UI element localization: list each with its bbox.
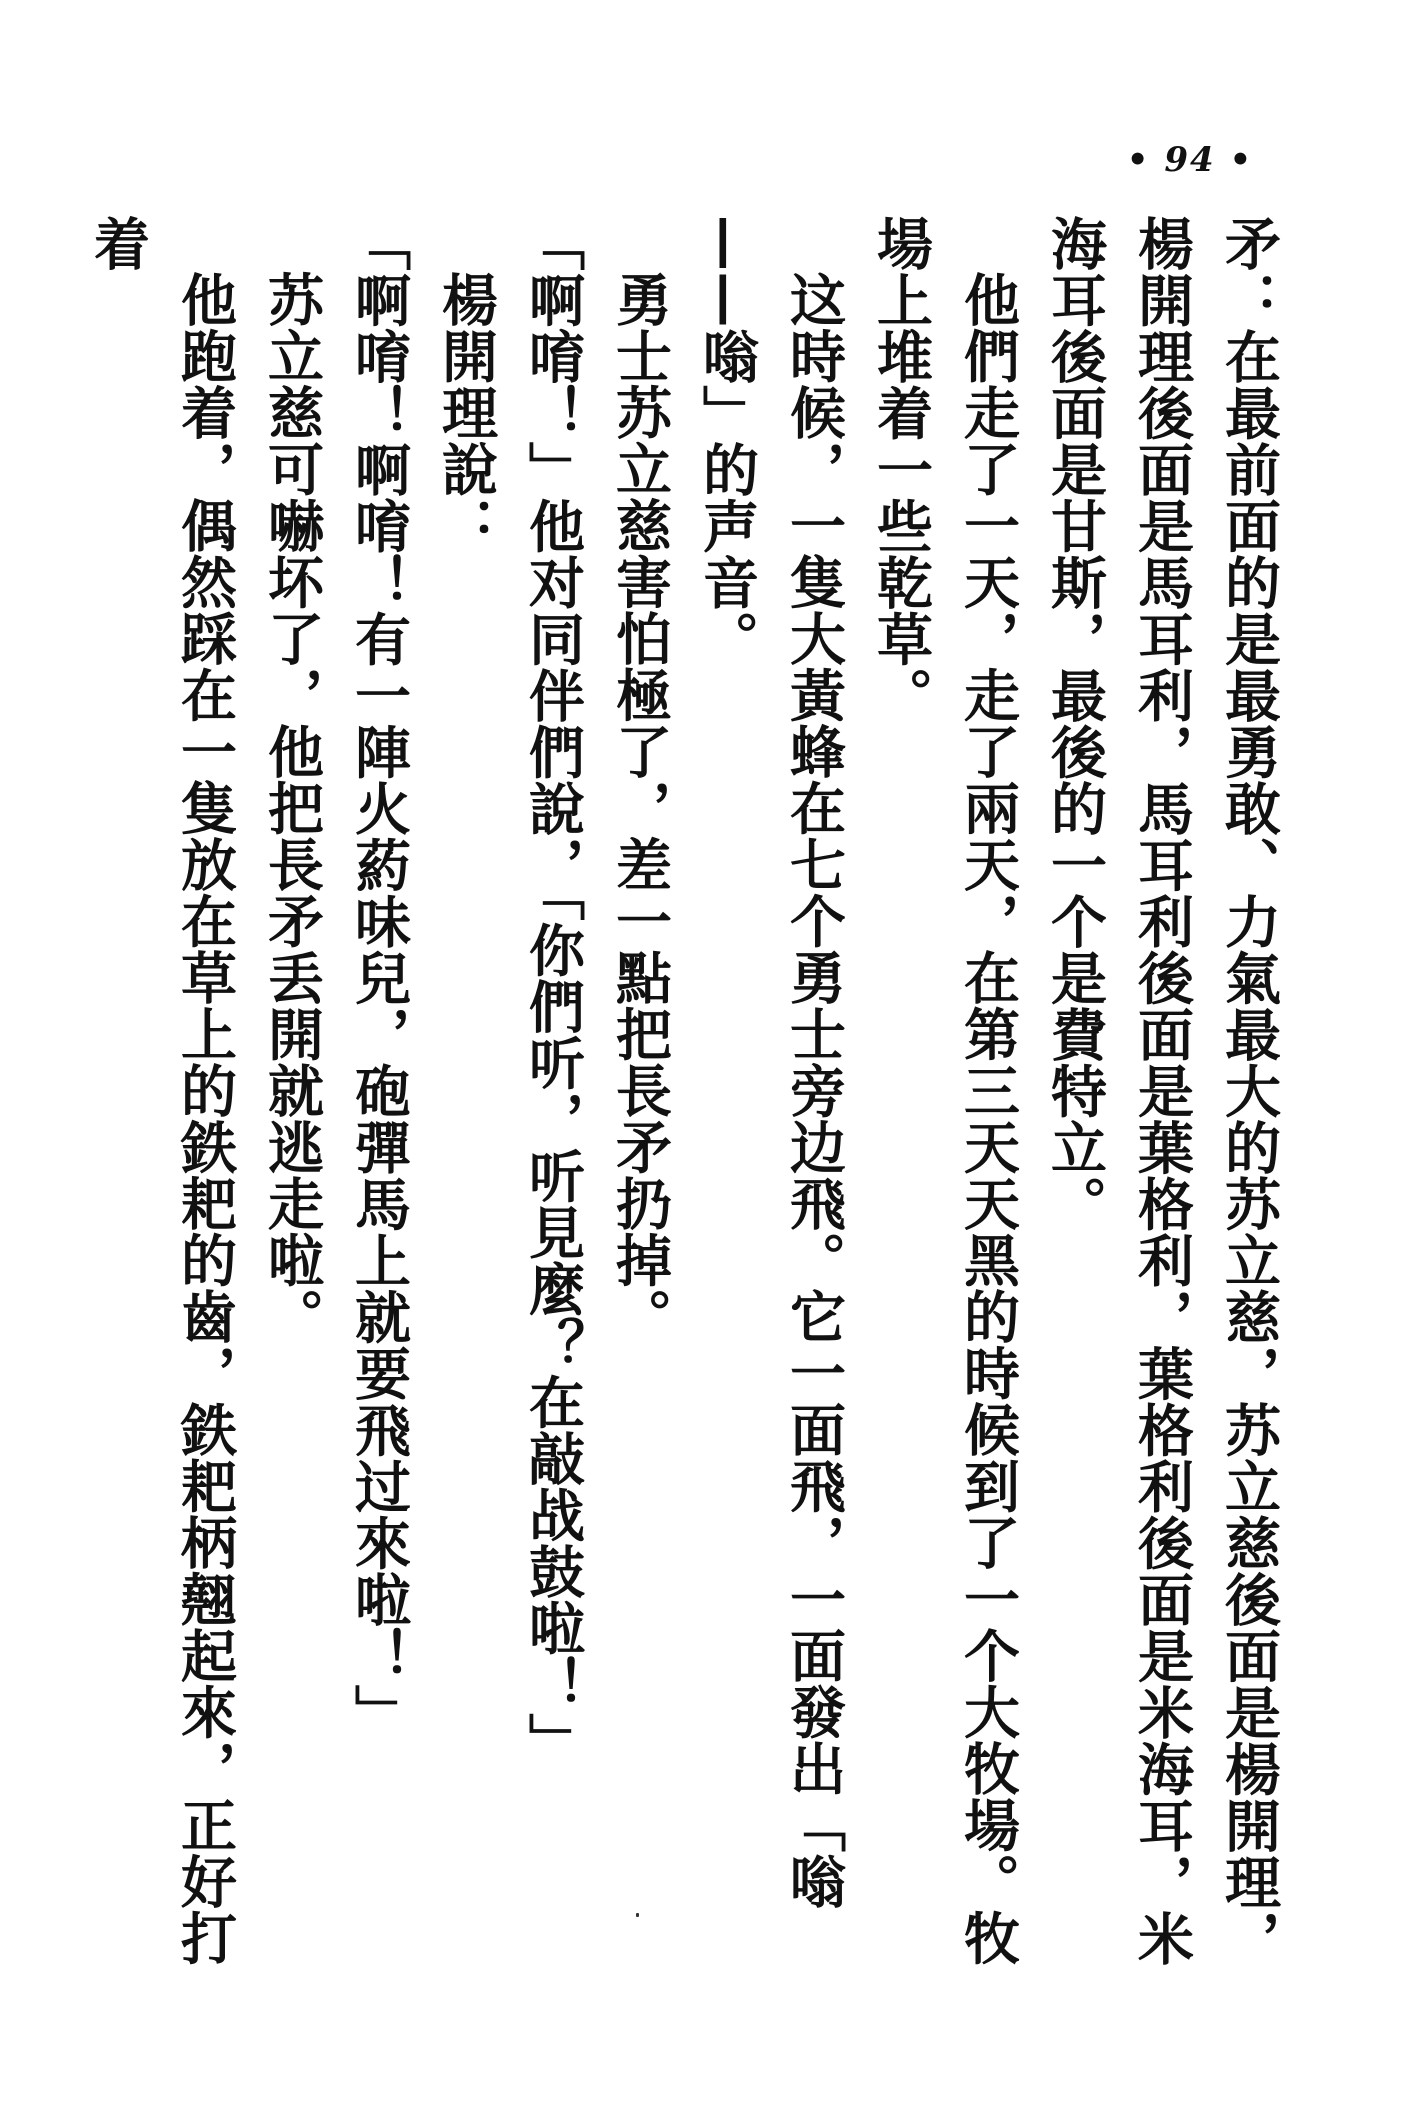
body-text [74,215,1292,2005]
paragraph-3: 这時候，一隻大黃蜂在七个勇士旁边飛。它一面飛，一面發出「嗡——嗡」的声音。 [694,215,847,1910]
ink-speck [636,1913,639,1917]
paragraph-5: 「啊唷！」他对同伴們說，「你們听，听見麼？在敲战鼓啦！」 [520,215,586,1769]
paragraph-6: 楊開理說： [433,271,499,554]
paragraph-1: 矛：在最前面的是最勇敢、力氣最大的苏立慈，苏立慈後面是楊開理，楊開理後面是馬耳利，馬耳利後面是葉格利，葉格利後面是米海耳，米海耳後面是甘斯，最後的一个是費特立。 [1042,215,1282,1967]
paragraph-9: 他跑着，偶然踩在一隻放在草上的鉄耙的齒，鉄耙柄翹起來，正好打着 [85,215,238,1966]
paragraph-7: 「啊唷！啊唷！有一陣火葯味兒，砲彈馬上就要飛过來啦！」 [346,215,412,1741]
paragraph-8: 苏立慈可嚇坏了，他把長矛丢開就逃走啦。 [259,271,325,1345]
page-number: • 94 • [1126,140,1254,180]
paragraph-4: 勇士苏立慈害怕極了，差一點把長矛扔掉。 [607,271,673,1345]
paragraph-2: 他們走了一天，走了兩天，在第三天天黑的時候到了一个大牧場。牧場上堆着一些乾草。 [868,215,1021,1966]
